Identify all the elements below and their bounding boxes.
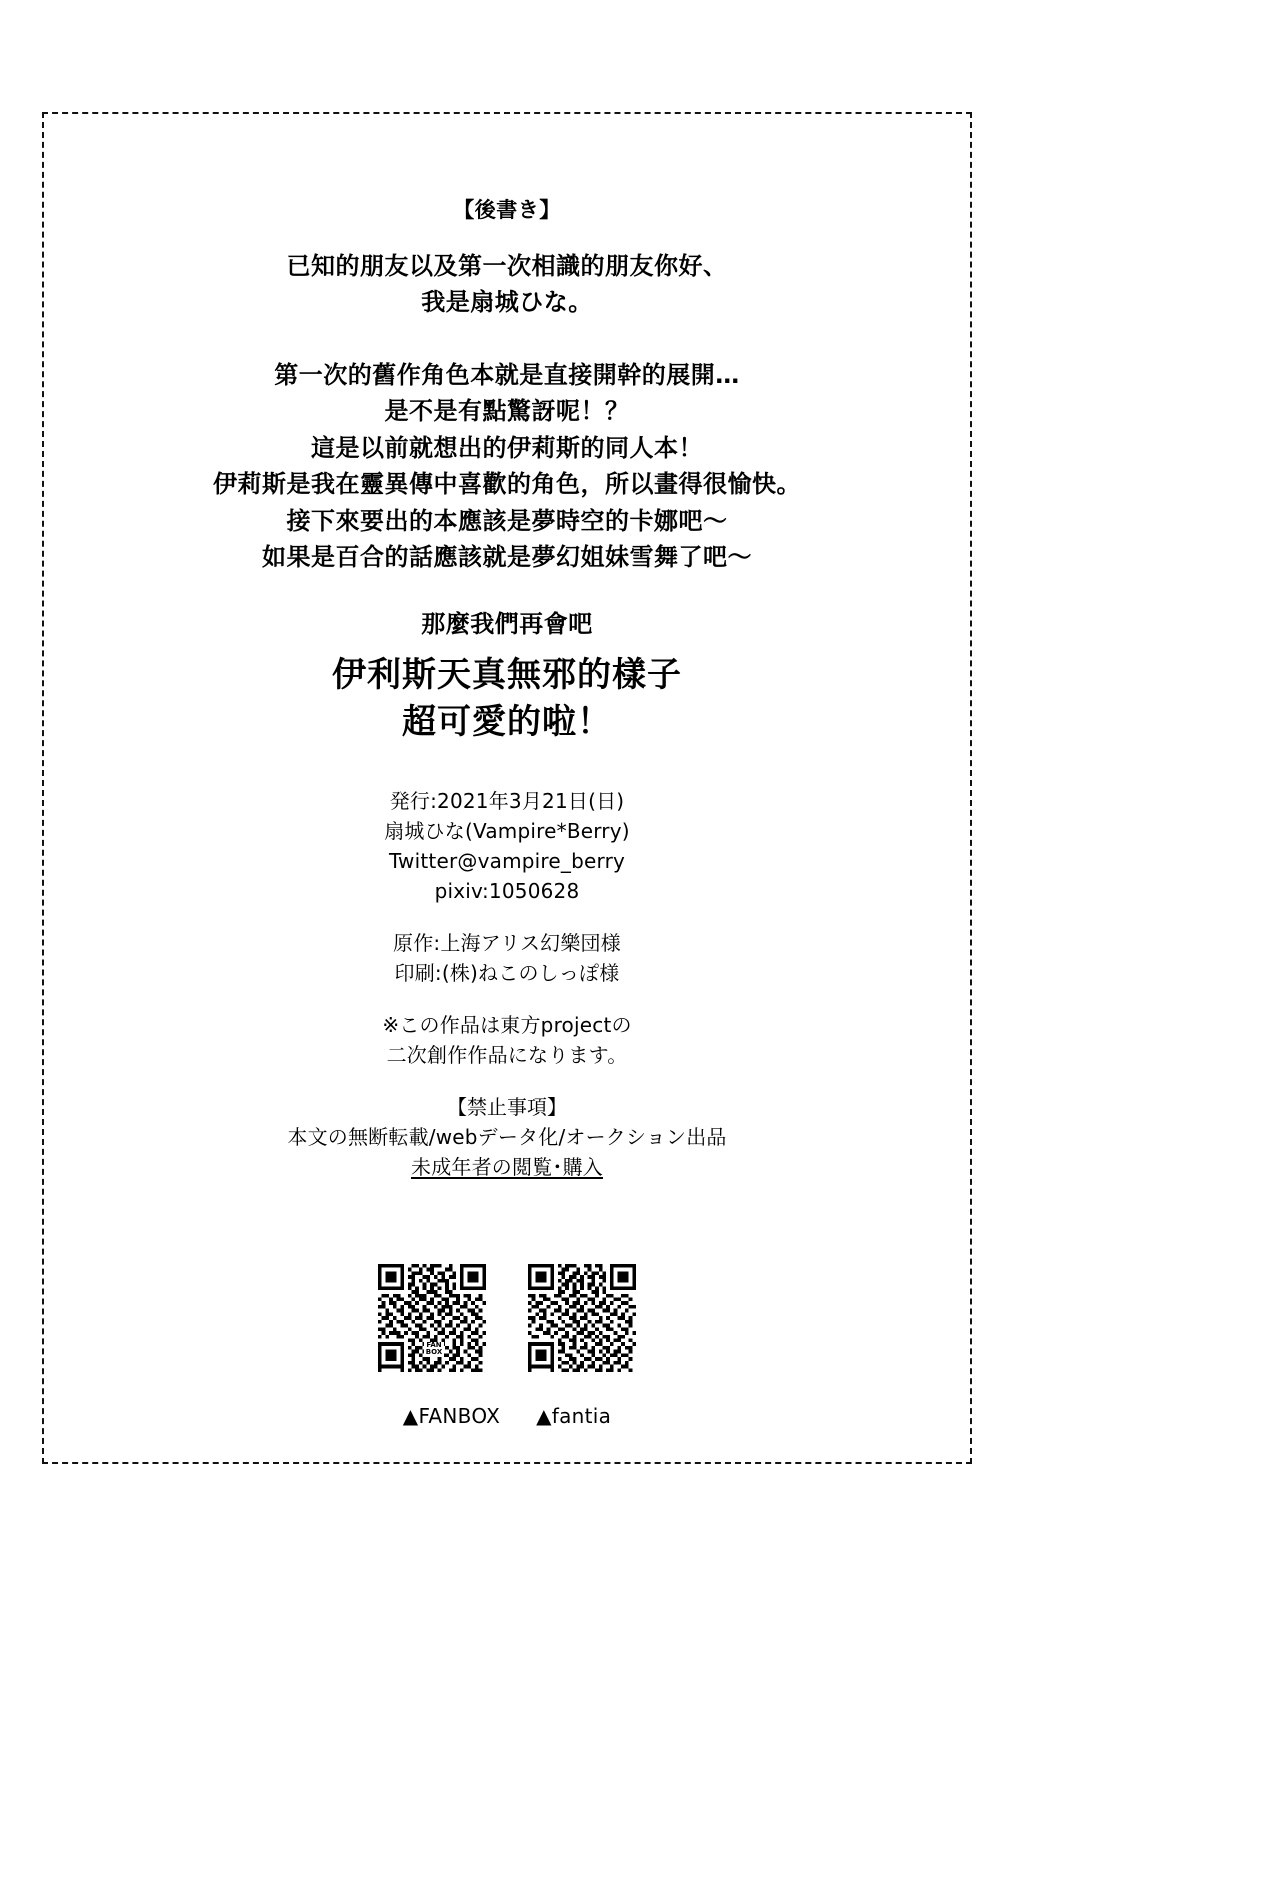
publication-info: [42, 786, 972, 906]
afterword-line: 已知的朋友以及第一次相識的朋友你好、: [286, 252, 728, 280]
spacer: [42, 576, 972, 606]
credits-info: [42, 928, 972, 988]
disclaimer-line: 二次創作作品になります。: [386, 1042, 628, 1067]
spacer: [42, 1070, 972, 1092]
qr-caption-row: [42, 1390, 972, 1428]
afterword-line: 這是以前就想出的伊莉斯的同人本！: [311, 433, 703, 462]
spacer: [42, 321, 972, 357]
afterword-line: 接下來要出的本應該是夢時空的卡娜吧～: [286, 506, 728, 535]
disclaimer-info: [42, 1010, 972, 1070]
disclaimer-line: ※この作品は東方projectの: [382, 1012, 632, 1037]
afterword-line: 伊莉斯是我在靈異傳中喜歡的角色，所以畫得很愉快。: [213, 470, 801, 499]
afterword-paragraph-3: [42, 606, 972, 642]
qr-code-row: [42, 1264, 972, 1372]
book-title-line: 超可愛的啦！: [402, 701, 612, 742]
afterword-line: 第一次的舊作角色本就是直接開幹的展開…: [274, 360, 740, 389]
afterword-line: 我是扇城ひな。: [421, 288, 593, 317]
colophon-section: [42, 652, 972, 1182]
prohibition-underlined-line: 未成年者の閲覧･購入: [411, 1154, 603, 1179]
afterword-heading: 【後書き】: [453, 198, 561, 222]
afterword-section: [42, 194, 972, 642]
qr-caption-fanbox[interactable]: ▲FANBOX: [402, 1404, 501, 1428]
afterword-line: 那麼我們再會吧: [421, 609, 593, 638]
qr-item-fantia: [528, 1264, 636, 1372]
spacer: [42, 988, 972, 1010]
qr-code-fantia[interactable]: [528, 1264, 636, 1372]
qr-caption-fantia[interactable]: ▲fantia: [536, 1404, 612, 1428]
afterword-paragraph-2: [42, 357, 972, 576]
credits-line: 原作:上海アリス幻樂団様: [393, 930, 621, 955]
prohibition-line: 本文の無断転載/webデータ化/オークション出品: [287, 1124, 727, 1149]
qr-code-fanbox[interactable]: [378, 1264, 486, 1372]
qr-item-fanbox: [378, 1264, 486, 1372]
afterword-line: 是不是有點驚訝呢！？: [384, 397, 630, 426]
publication-line: pixiv:1050628: [434, 878, 580, 903]
qr-inner-fanbox-label: FAN BOX: [425, 1341, 443, 1357]
publication-line: 扇城ひな(Vampire*Berry): [384, 818, 630, 843]
document-content: [42, 112, 972, 1464]
book-title-line: 伊利斯天真無邪的樣子: [332, 655, 682, 695]
publication-line: Twitter@vampire_berry: [388, 848, 626, 873]
publication-line: 発行:2021年3月21日(日): [389, 788, 625, 813]
book-title: [42, 652, 972, 746]
afterword-paragraph-1: [42, 248, 972, 321]
spacer: [42, 906, 972, 928]
afterword-line: 如果是百合的話應該就是夢幻姐妹雪舞了吧～: [262, 543, 752, 572]
credits-line: 印刷:(株)ねこのしっぽ様: [394, 960, 620, 985]
prohibition-heading: 【禁止事項】: [447, 1094, 567, 1119]
